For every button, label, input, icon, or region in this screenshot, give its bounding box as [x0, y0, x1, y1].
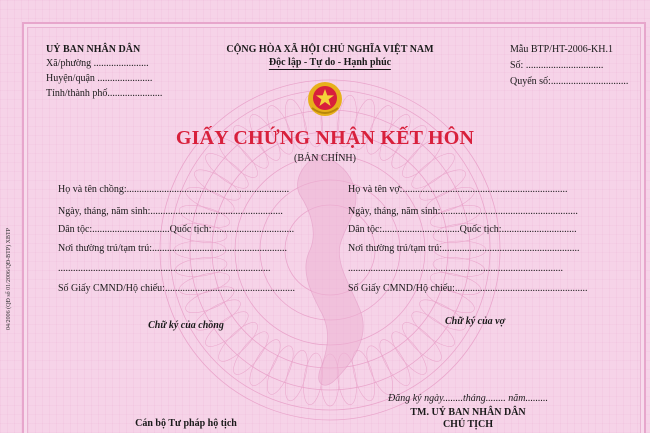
form-code: Mẫu BTP/HT-2006-KH.1 — [510, 44, 613, 55]
rosette-petal — [262, 343, 299, 398]
side-note: 04/2006 (QĐ số 01/2006/QĐ-BTP) XBTP — [6, 227, 12, 330]
husband-residence-cont: ..................................................................................... — [58, 263, 271, 274]
wife-dob-field: Ngày, tháng, năm sinh:....................................................... — [348, 206, 578, 217]
wife-signature-label: Chữ ký của vợ — [445, 316, 505, 327]
issuer-label: UỶ BAN NHÂN DÂN — [46, 44, 141, 55]
certificate-number: Số: ............................... — [510, 60, 604, 71]
husband-dob-field: Ngày, tháng, năm sinh:..................................................... — [58, 206, 283, 217]
country-name: CỘNG HÒA XÃ HỘI CHỦ NGHĨA VIỆT NAM — [226, 44, 434, 55]
husband-name-field: Họ và tên chồng:................................................................. — [58, 184, 290, 195]
husband-id-field: Số Giấy CMND/Hộ chiếu:.................................................... — [58, 283, 295, 294]
rosette-petal — [416, 294, 470, 336]
officer-label: Cán bộ Tư pháp hộ tịch — [135, 418, 237, 429]
wife-id-field: Số Giấy CMND/Hộ chiếu:..................................................... — [348, 283, 588, 294]
chairman-label: CHỦ TỊCH — [442, 419, 494, 430]
book-number: Quyển số:............................... — [510, 76, 629, 87]
husband-residence-field: Nơi thường trú/tạm trú:...................................................... — [58, 243, 288, 254]
husband-ethnicity-field: Dân tộc:...............................Quốc tịch:................................. — [58, 224, 295, 235]
rosette-petal — [361, 343, 398, 398]
wife-name-field: Họ và tên vợ:.................................................................. — [348, 184, 568, 195]
committee-label: TM. UỶ BAN NHÂN DÂN — [410, 407, 526, 418]
wife-residence-field: Nơi thường trú/tạm trú:....................................................... — [348, 243, 580, 254]
national-motto: Độc lập - Tự do - Hạnh phúc — [268, 57, 392, 68]
document-subtitle: (BẢN CHÍNH) — [294, 153, 356, 164]
wife-ethnicity-field: Dân tộc:...............................Quốc tịch:.............................. — [348, 224, 577, 235]
commune-field: Xã/phường ...................... — [46, 58, 149, 69]
document-title: GIẤY CHỨNG NHẬN KẾT HÔN — [175, 127, 475, 149]
rosette-petal — [281, 348, 312, 403]
province-field: Tỉnh/thành phố...................... — [46, 88, 163, 99]
rosette-petal — [244, 336, 286, 390]
registration-date: Đăng ký ngày........tháng........ năm......... — [388, 393, 548, 404]
district-field: Huyện/quận ...................... — [46, 73, 153, 84]
national-emblem-icon — [306, 80, 344, 118]
wife-residence-cont: ...................................................................................... — [348, 263, 563, 274]
rosette-petal — [374, 336, 416, 390]
husband-signature-label: Chữ ký của chồng — [148, 320, 224, 331]
